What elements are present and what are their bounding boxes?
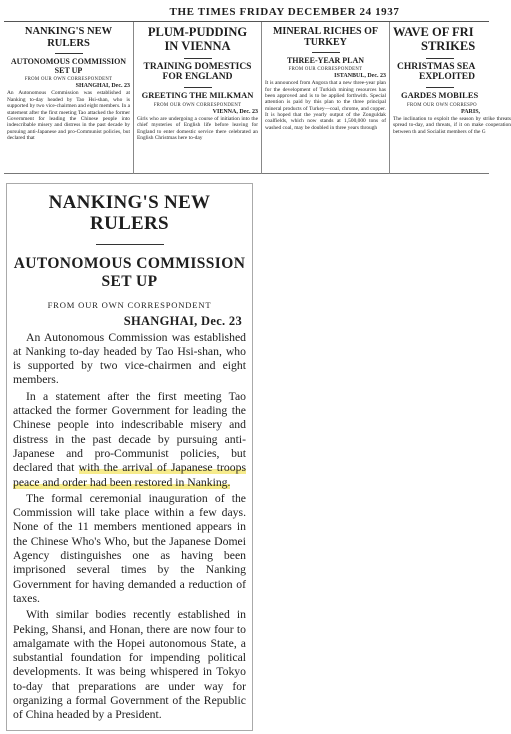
strip-dateline: ISTANBUL, Dec. 23 [334,73,386,80]
strip-correspondent: FROM OUR OWN CORRESPO [407,103,477,109]
strip-correspondent: FROM OUR CORRESPONDENT [288,67,363,73]
strip-rule [55,53,83,54]
highlighted-sentence: with the arrival of Japanese troops peace and order had been restored in Nanking. [13,461,246,489]
strip-body-text: An Autonomous Commission was established at Nanking to-day headed by Tao Hsi-shan, who is supported by two vice-chairmen and eight members. In a statement after the first meeting Tao attacked the former Government for leading the Chinese people into indescribable misery and distress in the past decade by pursuing anti-Japanese and pro-Communist policies, but declared that [7,90,130,142]
page-strip [4,22,511,174]
article-paragraph-3: The formal ceremonial inauguration of the Commission will take place within a few days. None of the 11 members mentioned appears in the Chinese Who's Who, but the Japanese Domei Agency distinguishes one as having been imprisoned several times by the Nanking Government for having demanded a reduction of taxes. [13,491,246,605]
strip-heading: NANKING'S NEW RULERS [24,26,113,49]
strip-subheading: THREE-YEAR PLAN [286,56,365,65]
strip-body-text: The inclination to exploit the season by strike threats spread to-day, and threats, if it on make cooperation between th and Socialist members of the G [393,116,511,135]
headline-rule [96,244,164,245]
strip-heading: WAVE OF FRI STRIKES [393,25,476,53]
main-article [6,183,253,731]
strip-rule [426,87,454,88]
article-paragraph-2 [13,390,246,490]
strip-column-vienna[interactable] [133,22,261,174]
strip-rule [426,58,454,59]
strip-column-nanking[interactable] [4,22,133,174]
strip-body-text: Girls who are undergoing a course of initiation into the chief mysteries of English life before leaving for England to enter domestic service there celebrated an English Christmas here to-day [137,116,258,142]
strip-subheading: CHRISTMAS SEA EXPLOITED [397,61,476,83]
article-correspondent: FROM OUR OWN CORRESPONDENT [47,299,212,310]
strip-subheading: TRAINING DOMESTICS FOR ENGLAND [143,61,252,83]
strip-dateline: VIENNA, Dec. 23 [212,109,258,116]
article-dateline: SHANGHAI, Dec. 23 [123,313,242,328]
strip-subheading: AUTONOMOUS COMMISSION SET UP [10,57,127,76]
strip-correspondent: FROM OUR OWN CORRESPONDENT [24,77,113,83]
article-subheadline: AUTONOMOUS COMMISSION SET UP [13,254,246,290]
strip-heading: MINERAL RICHES OF TURKEY [272,26,378,48]
strip-kicker: GARDES MOBILES [401,90,479,101]
strip-rule [312,52,340,53]
article-paragraph-1: An Autonomous Commission was established at Nanking to-day headed by Tao Hsi-shan, who is supported by two vice-chairmen and eight members. [13,330,246,387]
strip-column-strikes[interactable] [389,22,511,174]
strip-dateline: PARIS, [461,109,481,116]
article-headline: NANKING'S NEW RULERS [48,192,211,235]
strip-body-text: It is announced from Angora that a new three-year plan for the development of Turkish mining resources has been approved and is to be applied forthwith. Special attention is paid by this plan to the three principal mineral products of Turkey—coal, chrome, and copper. It is hoped that the yearly output of the Zonguldak coalfields, which now stands at 1,500,000 tons of washed coal, may be doubled in three years through [265,80,386,131]
paragraph-2-text: In a statement after the first meeting Tao attacked the former Government for leading the Chinese people into indescribable misery and distress in the past decade by pursuing anti-Japanese and pro-Communist policies, but declared that [13,389,246,475]
article-paragraph-4: With similar bodies recently established in Peking, Shansi, and Honan, there are now four to amalgamate with the Hopei autonomous State, a substantial foundation for impending political developments. It was being whispered in Tokyo to-day that preparations are under way for organizing a formal Government of the Republic of China headed by a President. [13,608,246,722]
strip-dateline: SHANGHAI, Dec. 23 [75,83,130,90]
strip-column-turkey[interactable] [261,22,389,174]
strip-kicker: GREETING THE MILKMAN [141,90,254,101]
strip-correspondent: FROM OUR OWN CORRESPONDENT [153,103,242,109]
strip-rule [184,58,212,59]
strip-rule [184,87,212,88]
strip-heading: PLUM-PUDDING IN VIENNA [147,25,248,53]
newspaper-masthead: THE TIMES FRIDAY DECEMBER 24 1937 [169,6,400,18]
